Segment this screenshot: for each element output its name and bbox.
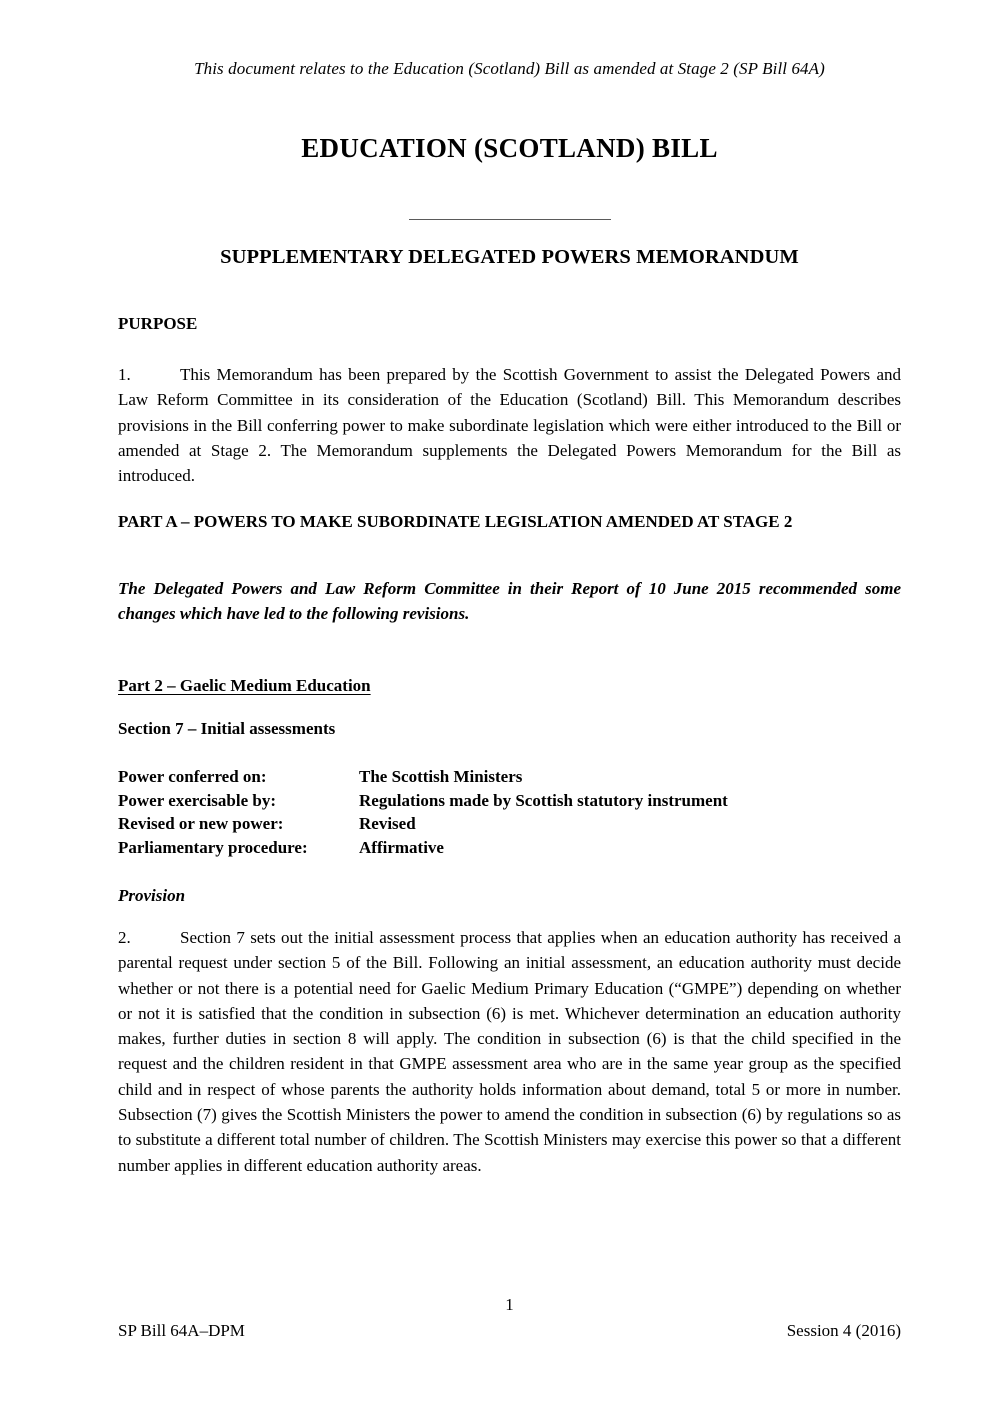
part-2-heading-wrap bbox=[118, 675, 901, 697]
page-footer bbox=[118, 1320, 901, 1342]
horizontal-rule bbox=[409, 219, 611, 220]
power-label: Power conferred on: bbox=[118, 767, 267, 786]
power-value: Affirmative bbox=[359, 837, 444, 857]
part-a-heading: PART A – POWERS TO MAKE SUBORDINATE LEGISLATION AMENDED AT STAGE 2 bbox=[118, 512, 793, 531]
committee-note: The Delegated Powers and Law Reform Committee in their Report of 10 June 2015 recommended some changes which have led to the following revisions. bbox=[118, 579, 901, 624]
power-details bbox=[118, 765, 901, 859]
document-subtitle: SUPPLEMENTARY DELEGATED POWERS MEMORANDUM bbox=[220, 246, 799, 268]
paragraph-2 bbox=[118, 925, 901, 1178]
paragraph-1-text: This Memorandum has been prepared by the Scottish Government to assist the Delegated Powers and Law Reform Committee in its consideration of the Education (Scotland) Bill. This Memorandum describes provisions in the Bill conferring power to make subordinate legislation which were either introduced to the Bill or amended at Stage 2. The Memorandum supplements the Delegated Powers Memorandum for the Bill as introduced. bbox=[118, 365, 901, 486]
paragraph-2-number: 2. bbox=[118, 928, 131, 947]
section-7-heading: Section 7 – Initial assessments bbox=[118, 719, 336, 738]
power-value: The Scottish Ministers bbox=[359, 767, 523, 786]
purpose-heading: PURPOSE bbox=[118, 314, 198, 333]
power-label: Revised or new power: bbox=[118, 814, 284, 833]
paragraph-2-text: Section 7 sets out the initial assessment process that applies when an education authority has received a parental request under section 5 of the Bill. Following an initial assessment, an education authority must decide whether or not there is a potential need for Gaelic Medium Primary Education (“GMPE”) depending on whether or not it is satisfied that the condition in subsection (6) is met. Whichever determination an education authority makes, further duties in section 8 will apply. The condition in subsection (6) is that the child specified in the request and the children resident in that GMPE assessment area who are in the same year group as the specified child and in respect of whose parents the authority holds information about demand, total 5 or more in number. Subsection (7) gives the Scottish Ministers the power to amend the condition in subsection (6) by regulations so as to substitute a different total number of children. The Scottish Ministers may exercise this power so that a different number applies in different education authority areas. bbox=[118, 928, 901, 1175]
page-number: 1 bbox=[505, 1295, 514, 1314]
power-label: Parliamentary procedure: bbox=[118, 837, 308, 857]
part-2-heading: Part 2 – Gaelic Medium Education bbox=[118, 676, 371, 695]
provision-heading: Provision bbox=[118, 886, 186, 905]
paragraph-1-number: 1. bbox=[118, 365, 131, 384]
power-value: Regulations made by Scottish statutory instrument bbox=[359, 790, 728, 810]
power-value: Revised bbox=[359, 814, 416, 833]
footer-session: Session 4 (2016) bbox=[786, 1321, 901, 1340]
footer-bill-reference: SP Bill 64A–DPM bbox=[118, 1321, 245, 1340]
table-row bbox=[118, 812, 728, 836]
table-row bbox=[118, 789, 728, 813]
document-title: EDUCATION (SCOTLAND) BILL bbox=[301, 133, 718, 163]
running-head: This document relates to the Education (Scotland) Bill as amended at Stage 2 (SP Bill 64A) bbox=[194, 59, 825, 78]
table-row bbox=[118, 836, 728, 860]
power-table-body bbox=[118, 765, 728, 859]
table-row bbox=[118, 765, 728, 789]
power-label: Power exercisable by: bbox=[118, 790, 276, 810]
power-table bbox=[118, 765, 728, 859]
paragraph-1 bbox=[118, 362, 901, 488]
title-separator bbox=[118, 210, 901, 228]
